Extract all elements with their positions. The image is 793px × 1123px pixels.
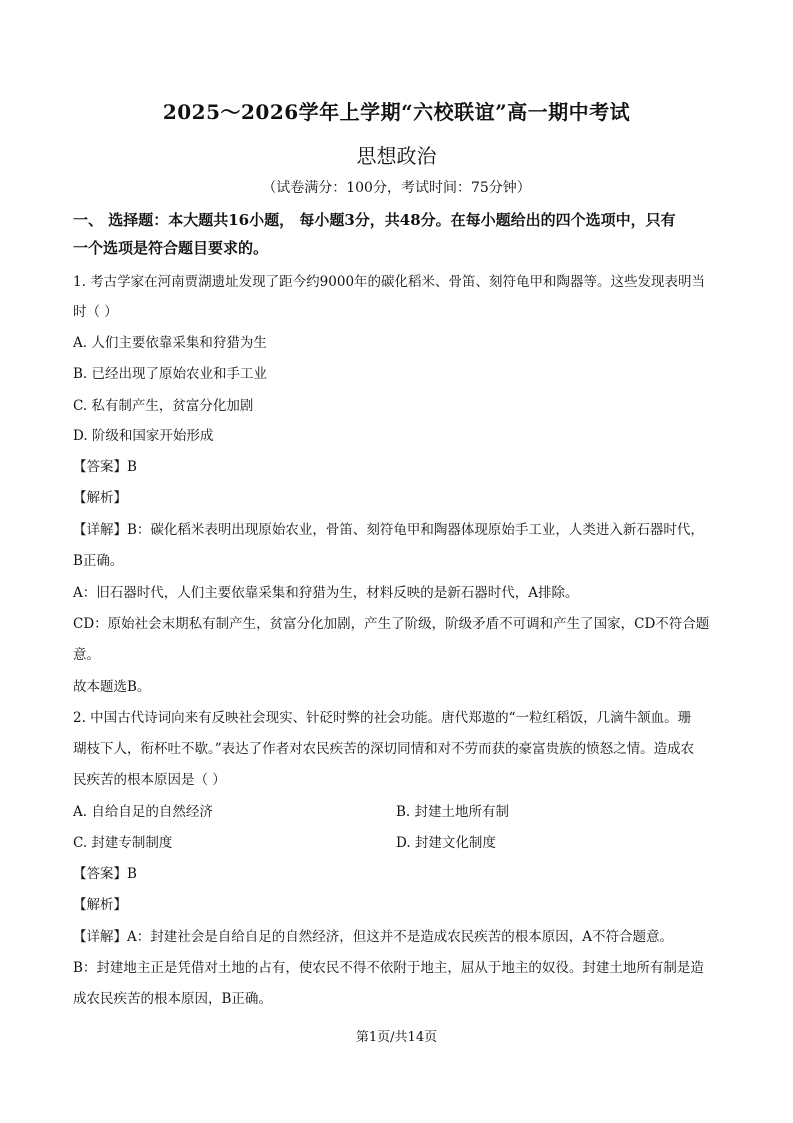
q2-analysis-label: 【解析】: [73, 897, 127, 913]
q1-option-c: C. 私有制产生，贫富分化加剧: [73, 398, 254, 414]
q1-stem-line1: 1. 考古学家在河南贾湖遗址发现了距今约9000年的碳化稻米、骨笛、刻符龟甲和陶器等。这些发现表明当: [73, 274, 706, 290]
q1-option-b: B. 已经出现了原始农业和手工业: [73, 366, 268, 382]
q2-option-b: B. 封建土地所有制: [396, 804, 510, 820]
q2-stem-line1: 2. 中国古代诗词向来有反映社会现实、针砭时弊的社会功能。唐代郑遨的“一粒红稻饭，几滴牛颔血。珊: [73, 710, 692, 726]
q2-detail-line2: B：封建地主正是凭借对土地的占有，使农民不得不依附于地主，屈从于地主的奴役。封建土地所有制是造: [73, 960, 704, 976]
page-number: 第1页/共14页: [355, 1030, 438, 1045]
q2-option-c: C. 封建专制制度: [73, 835, 173, 851]
section-heading-line1: 一、 选择题：本大题共16小题， 每小题3分，共48分。在每小题给出的四个选项中，只有: [73, 211, 676, 229]
q1-detail-line3: A：旧石器时代，人们主要依靠采集和狩猎为生，材料反映的是新石器时代，A排除。: [73, 585, 579, 601]
section-heading-line2: 一个选项是符合题目要求的。: [73, 239, 269, 257]
q2-detail-line1: 【详解】A：封建社会是自给自足的自然经济，但这并不是造成农民疾苦的根本原因，A不符合题意。: [73, 929, 673, 945]
q1-stem-line2: 时（ ）: [73, 304, 118, 320]
q2-answer: 【答案】B: [73, 866, 137, 882]
q1-option-a: A. 人们主要依靠采集和狩猎为生: [73, 335, 267, 351]
q1-detail-line2: B正确。: [73, 553, 124, 569]
q2-stem-line2: 瑚枝下人，衔杯吐不歇。”表达了作者对农民疾苦的深切同情和对不劳而获的豪富贵族的愤怒之情。造成农: [73, 741, 695, 757]
q2-stem-line3: 民疾苦的根本原因是（ ）: [73, 772, 226, 788]
exam-subject: 思想政治: [356, 144, 437, 168]
q1-detail-line4: CD：原始社会末期私有制产生，贫富分化加剧，产生了阶级，阶级矛盾不可调和产生了国家，CD不符合题: [73, 616, 710, 632]
q1-answer: 【答案】B: [73, 459, 137, 475]
q1-detail-line5: 意。: [73, 647, 100, 663]
exam-title: 2025～2026学年上学期“六校联谊”高一期中考试: [162, 100, 631, 124]
q1-option-d: D. 阶级和国家开始形成: [73, 428, 214, 444]
q2-option-a: A. 自给自足的自然经济: [73, 804, 213, 820]
q1-analysis-label: 【解析】: [73, 490, 127, 506]
q2-detail-line3: 成农民疾苦的根本原因，B正确。: [73, 991, 272, 1007]
q1-detail-line1: 【详解】B：碳化稻米表明出现原始农业，骨笛、刻符龟甲和陶器体现原始手工业，人类进入新石器时代，: [73, 522, 704, 538]
q2-option-d: D. 封建文化制度: [396, 835, 496, 851]
q1-detail-line6: 故本题选B。: [73, 679, 151, 695]
exam-note: （试卷满分：100分，考试时间：75分钟）: [262, 180, 531, 196]
